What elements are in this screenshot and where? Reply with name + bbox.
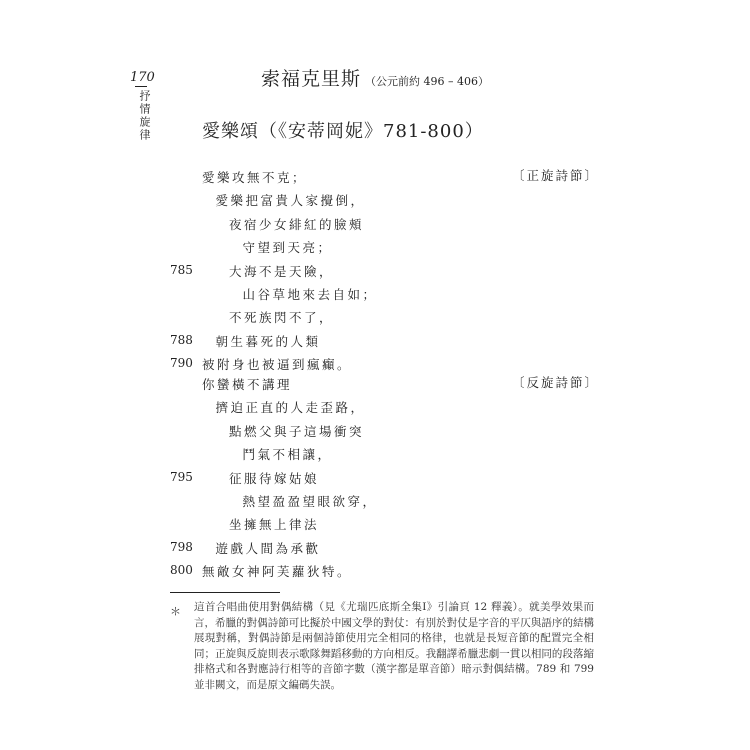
poem-line: 坐擁無上律法 bbox=[229, 517, 320, 533]
poem-line: 愛樂把富貴人家攪倒， bbox=[215, 193, 366, 209]
poem-line: 愛樂攻無不克； bbox=[202, 170, 308, 185]
stanza-label-antistrophe: 〔反旋詩節〕 bbox=[512, 375, 600, 390]
author-dates: （公元前約 496 – 406） bbox=[365, 75, 489, 88]
poem-line: 山谷草地來去自如； bbox=[242, 287, 378, 302]
footnote-mark: ＊ bbox=[170, 605, 181, 618]
page-number: 170 bbox=[130, 70, 155, 85]
poem-line: 朝生暮死的人類 bbox=[215, 333, 321, 349]
footnote-rule bbox=[170, 592, 280, 593]
poem-line: 你蠻橫不講理 bbox=[202, 377, 293, 392]
line-number: 785 bbox=[170, 262, 193, 277]
poem-line: 遊戲人間為承歡 bbox=[215, 540, 321, 556]
poem-line: 征服待嫁姑娘 bbox=[229, 470, 320, 486]
poem-line: 夜宿少女緋紅的臉頰 bbox=[229, 216, 365, 232]
poem-line: 擠迫正直的人走歪路， bbox=[215, 400, 366, 416]
author-name: 索福克里斯 bbox=[261, 68, 362, 90]
poem-line: 點燃父與子這場衝突 bbox=[229, 423, 365, 439]
poem-line: 鬥氣不相讓， bbox=[242, 447, 333, 463]
poem-line: 熱望盈盈望眼欲穿， bbox=[242, 494, 378, 509]
poem-line: 無敵女神阿芙蘿狄特。 bbox=[202, 564, 353, 580]
line-number: 798 bbox=[170, 539, 193, 554]
line-number: 800 bbox=[170, 563, 193, 578]
vertical-book-title: 抒情旋律 bbox=[138, 90, 151, 142]
poem-line: 守望到天亮； bbox=[242, 240, 333, 256]
stanza-label-strophe: 〔正旋詩節〕 bbox=[512, 168, 600, 183]
line-number: 795 bbox=[170, 469, 193, 484]
poem-line: 大海不是天險， bbox=[229, 263, 335, 279]
line-number: 788 bbox=[170, 332, 193, 347]
line-number: 790 bbox=[170, 356, 193, 371]
running-head bbox=[0, 64, 750, 91]
footnote-text: 這首合唱曲使用對偶結構（見《尤瑞匹底斯全集Ⅰ》引論頁 12 釋義）。就美學效果而言，希臘的對偶詩節可比擬於中國文學的對仗：有別於對仗是字音的平仄與語序的結構展現對稱，對偶詩節是兩個詩節使用完全相同的格律，也就是長短音節的配置完全相同；正旋與反旋則表示歌隊舞蹈移動的方向相反。我翻譯希臘悲劇一貫以相同的段落縮排格式和各對應詩行相等的音節字數（漢字都是單音節）暗示對偶結構。789 和 799 並非闕文，而是原文編碼失誤。 bbox=[194, 601, 594, 691]
poem-line: 不死族閃不了， bbox=[229, 310, 335, 326]
poem-line: 被附身也被逼到瘋癲。 bbox=[202, 357, 353, 373]
poem-title: 愛樂頌（《安蒂岡妮》781-800） bbox=[202, 121, 484, 142]
